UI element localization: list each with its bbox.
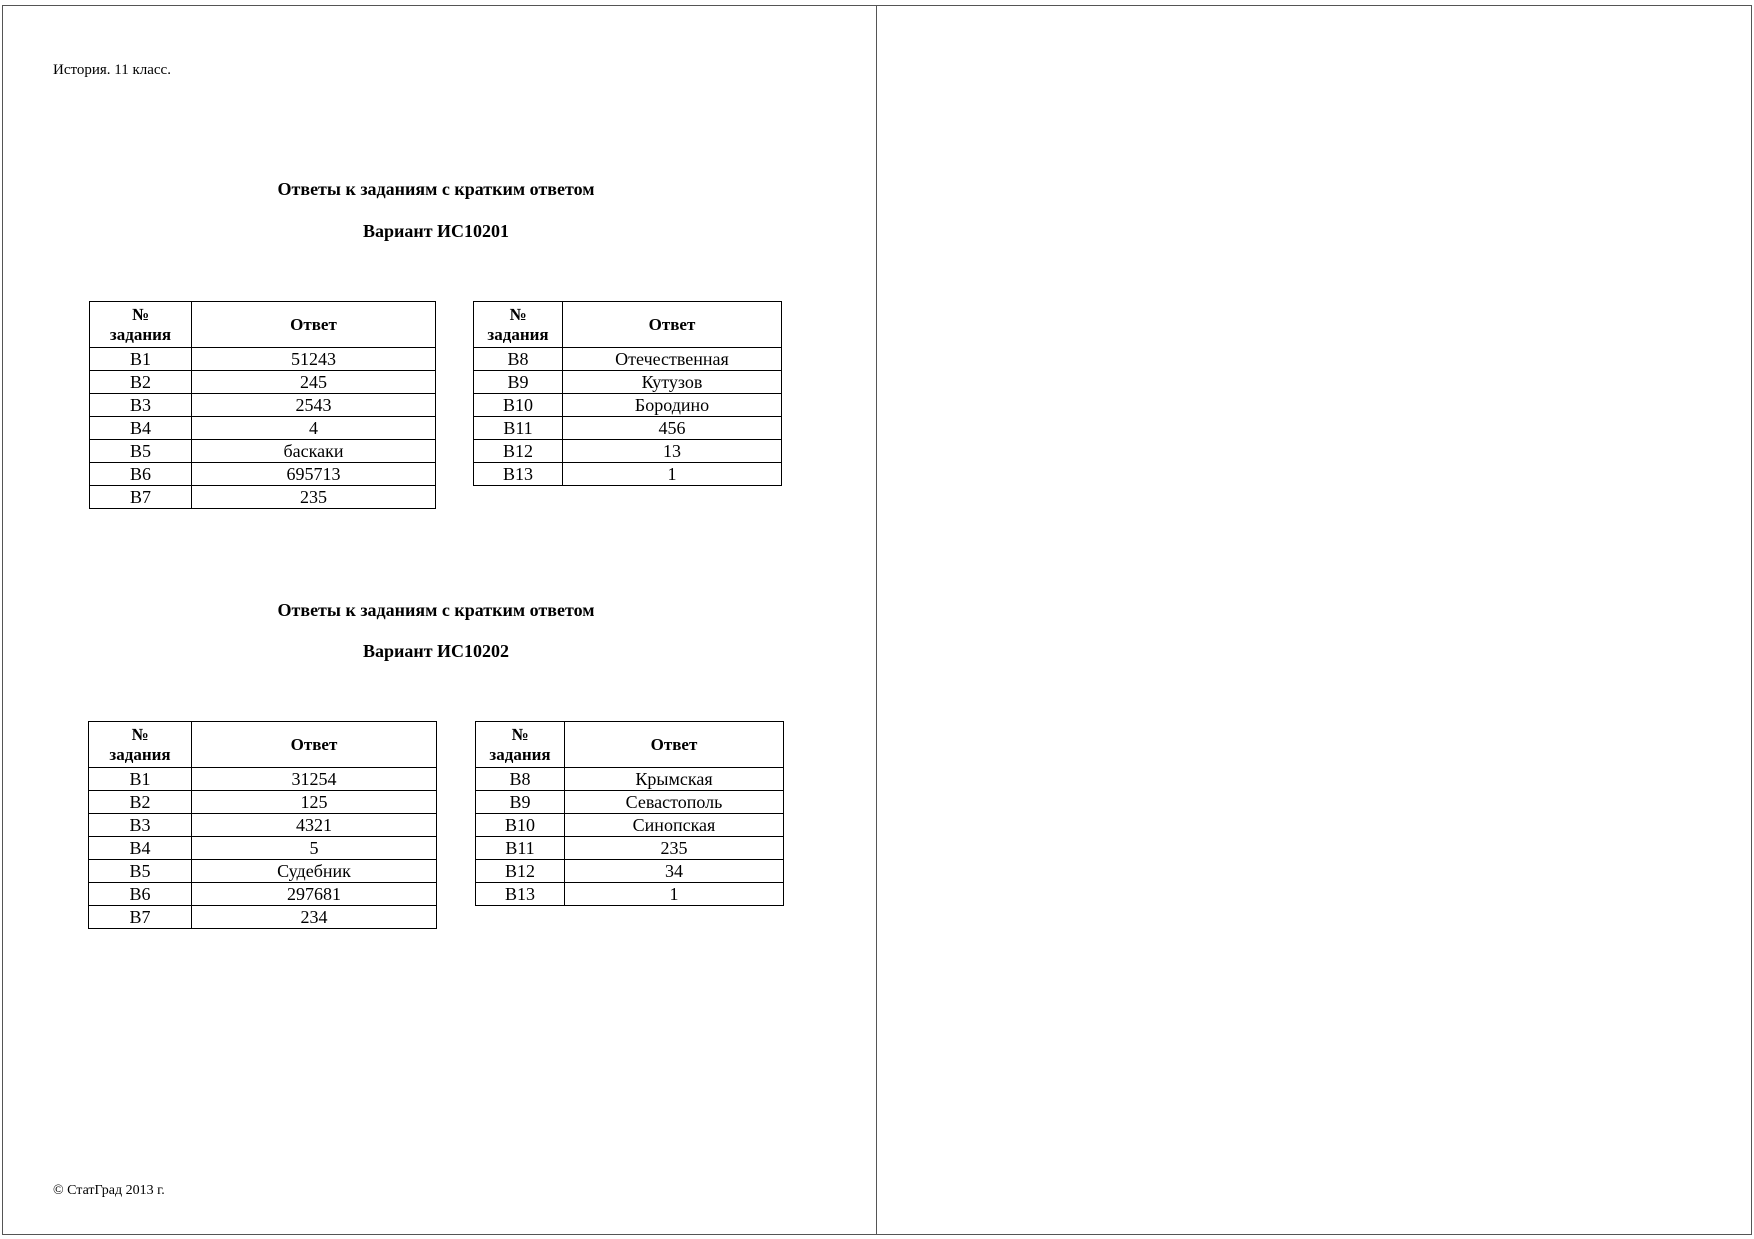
task-number: В5 [90,440,192,463]
task-number: В10 [474,394,563,417]
table-header-row [90,302,436,348]
column-header-number [89,722,192,768]
task-answer: 5 [192,837,437,860]
task-number: В12 [474,440,563,463]
table-row [474,371,782,394]
task-number: В13 [474,463,563,486]
task-answer: Кутузов [563,371,782,394]
column-header-answer: Ответ [563,302,782,348]
task-number: В12 [476,860,565,883]
column-header-number [474,302,563,348]
task-answer: 34 [565,860,784,883]
table-row [90,486,436,509]
task-number: В6 [89,883,192,906]
column-header-answer: Ответ [565,722,784,768]
table-row [476,768,784,791]
section-1-variant: Вариант ИС10201 [362,221,510,241]
task-answer: 456 [563,417,782,440]
task-answer: 297681 [192,883,437,906]
task-number: В13 [476,883,565,906]
task-answer: 245 [192,371,436,394]
task-number: В4 [90,417,192,440]
task-answer: 125 [192,791,437,814]
table-row [89,768,437,791]
task-number: В3 [89,814,192,837]
task-number: В8 [474,348,563,371]
column-header-answer: Ответ [192,722,437,768]
number-sign: № [509,304,527,324]
page-footer: © СтатГрад 2013 г. [53,1183,165,1198]
task-answer: 4 [192,417,436,440]
table-row [90,371,436,394]
document-page-right [876,5,1752,1235]
task-answer: Бородино [563,394,782,417]
table-row [476,860,784,883]
table-row [476,791,784,814]
task-answer: баскаки [192,440,436,463]
task-answer: 235 [565,837,784,860]
task-answer: 4321 [192,814,437,837]
section-1-title: Ответы к заданиям с кратким ответом [277,179,595,199]
number-label: задания [487,324,549,344]
task-answer: Судебник [192,860,437,883]
column-header-number [476,722,565,768]
task-number: В5 [89,860,192,883]
task-number: В11 [476,837,565,860]
task-answer: Отечественная [563,348,782,371]
table-row [90,440,436,463]
table-row [89,837,437,860]
task-number: В4 [89,837,192,860]
table-header-row [474,302,782,348]
task-answer: 1 [565,883,784,906]
document-page-left [2,5,876,1235]
task-answer: 695713 [192,463,436,486]
table-row [474,348,782,371]
number-sign: № [131,304,150,324]
task-answer: 234 [192,906,437,929]
task-answer: Севастополь [565,791,784,814]
task-answer: Синопская [565,814,784,837]
section-2-table-right [475,721,784,906]
task-number: В1 [90,348,192,371]
task-number: В3 [90,394,192,417]
table-row [90,394,436,417]
task-answer: 1 [563,463,782,486]
page-header: История. 11 класс. [53,62,171,78]
task-number: В8 [476,768,565,791]
section-1-table-left [89,301,436,509]
task-number: В1 [89,768,192,791]
table-row [474,463,782,486]
table-row [89,906,437,929]
table-row [474,394,782,417]
task-number: В10 [476,814,565,837]
task-answer: Крымская [565,768,784,791]
task-answer: 235 [192,486,436,509]
number-label: задания [109,324,172,344]
task-number: В11 [474,417,563,440]
section-2-table-left [88,721,437,929]
table-row [476,814,784,837]
section-2-title: Ответы к заданиям с кратким ответом [277,600,595,620]
task-number: В9 [474,371,563,394]
column-header-number [90,302,192,348]
task-number: В7 [90,486,192,509]
task-answer: 31254 [192,768,437,791]
number-sign: № [511,724,529,744]
task-answer: 13 [563,440,782,463]
table-header-row [89,722,437,768]
task-number: В2 [89,791,192,814]
number-sign: № [131,724,149,744]
table-row [89,883,437,906]
table-row [90,417,436,440]
task-number: В7 [89,906,192,929]
table-row [90,348,436,371]
number-label: задания [109,744,171,764]
column-header-answer: Ответ [192,302,436,348]
table-row [476,837,784,860]
task-number: В6 [90,463,192,486]
table-header-row [476,722,784,768]
task-answer: 51243 [192,348,436,371]
table-row [89,860,437,883]
task-number: В2 [90,371,192,394]
table-row [89,791,437,814]
table-row [474,417,782,440]
table-row [89,814,437,837]
section-2-variant: Вариант ИС10202 [362,641,510,661]
table-row [90,463,436,486]
section-1-table-right [473,301,782,486]
number-label: задания [489,744,551,764]
task-answer: 2543 [192,394,436,417]
table-row [476,883,784,906]
table-row [474,440,782,463]
task-number: В9 [476,791,565,814]
